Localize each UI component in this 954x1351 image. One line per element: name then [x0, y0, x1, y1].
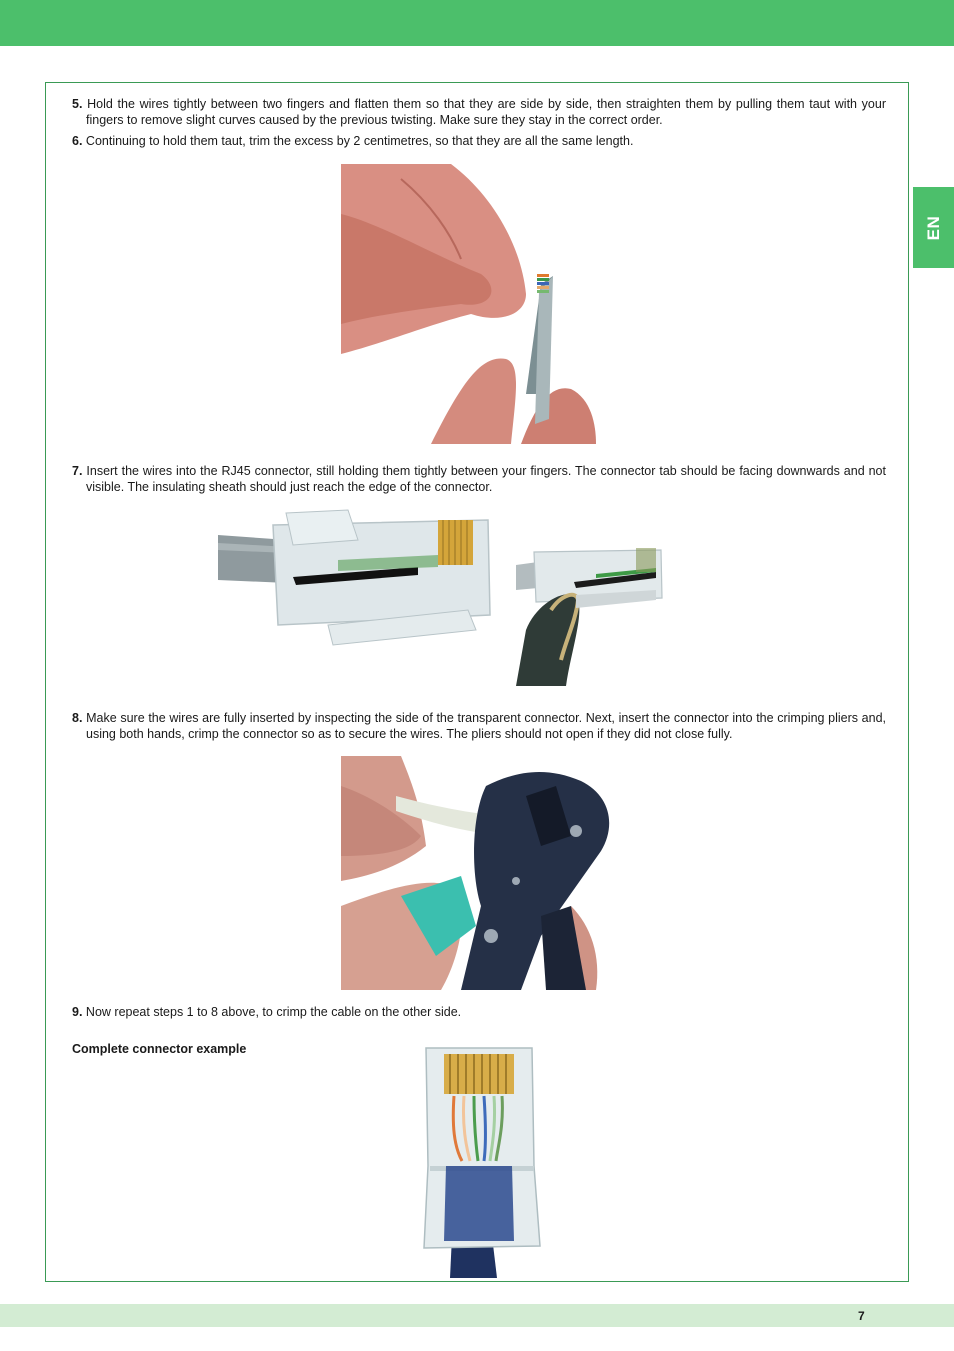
- step-number: 9.: [72, 1005, 83, 1019]
- connector-side-inspection-photo: [516, 510, 663, 686]
- header-bar: [0, 0, 954, 46]
- step-9: [72, 1005, 886, 1021]
- example-caption: Complete connector example: [72, 1042, 247, 1056]
- step-number: 7.: [72, 464, 83, 478]
- step-5: [72, 97, 886, 128]
- step-text: Make sure the wires are fully inserted by inspecting the side of the transparent connector. Next, insert the connector into the crimping pliers and, using both hands, crimp the connector so as to secure the wires. The pliers should not open if they did not close fully.: [86, 711, 886, 741]
- language-tab-label: EN: [923, 215, 943, 240]
- step-6: [72, 134, 886, 150]
- step-number: 5.: [72, 97, 83, 111]
- step-number: 6.: [72, 134, 83, 148]
- connector-insertion-photo: [218, 505, 494, 647]
- crimping-pliers-photo: [341, 756, 616, 990]
- trimming-wires-photo: [341, 164, 596, 444]
- step-text: Hold the wires tightly between two fingers and flatten them so that they are side by side, then straighten them by pulling them taut with your fingers to remove slight curves caused by the previous twisting. Make sure they stay in the correct order.: [86, 97, 886, 127]
- step-number: 8.: [72, 711, 83, 725]
- complete-connector-photo: [382, 1046, 552, 1278]
- step-7: [72, 464, 886, 495]
- step-text: Now repeat steps 1 to 8 above, to crimp the cable on the other side.: [85, 1005, 462, 1019]
- language-tab: [913, 187, 954, 268]
- step-8: [72, 711, 886, 742]
- footer-bar: [0, 1304, 954, 1327]
- page-number: 7: [858, 1309, 865, 1323]
- step-text: Insert the wires into the RJ45 connector, still holding them tightly between your fingers. The connector tab should be facing downwards and not visible. The insulating sheath should just reach the edge of the connector.: [86, 464, 886, 494]
- step-text: Continuing to hold them taut, trim the excess by 2 centimetres, so that they are all the same length.: [85, 134, 634, 148]
